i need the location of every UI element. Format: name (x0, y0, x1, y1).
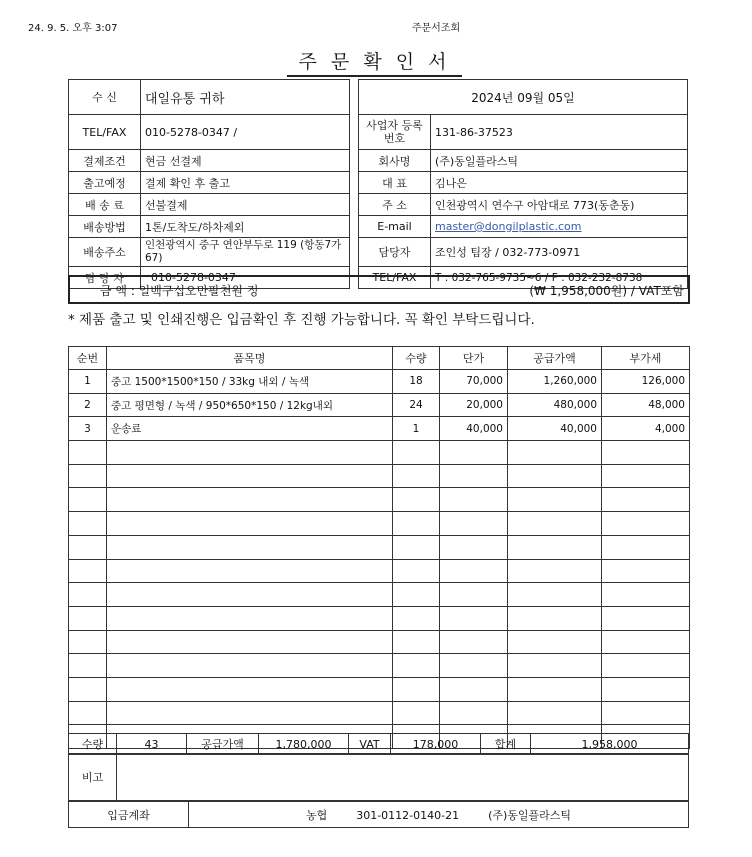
summary-qty-value: 43 (117, 734, 187, 755)
supplier-manager-value: 조인성 팀장 / 032-773-0971 (431, 238, 688, 267)
notice-text: * 제품 출고 및 인쇄진행은 입금확인 후 진행 가능합니다. 꼭 확인 부탁드립니다. (68, 312, 535, 328)
recipient-telfax-label: TEL/FAX (69, 115, 141, 150)
row-item: 운송료 (107, 417, 393, 441)
header-qty: 수량 (393, 347, 440, 370)
payment-terms-label: 결제조건 (69, 150, 141, 172)
ceo-value: 김나은 (431, 172, 688, 194)
summary-vat-value: 178,000 (391, 734, 481, 755)
header-no: 순번 (69, 347, 107, 370)
summary-total-value: 1,958,000 (531, 734, 689, 755)
amount-label: 금 액 : 일백구십오만팔천원 정 (100, 284, 259, 298)
to-value: 대일유통 귀하 (141, 80, 350, 115)
summary-qty-label: 수량 (69, 734, 117, 755)
bank-holder: (주)동일플라스틱 (488, 808, 572, 822)
supplier-address-value: 인천광역시 연수구 아암대로 773(동춘동) (431, 194, 688, 216)
empty-row (69, 701, 690, 725)
bizno-value: 131-86-37523 (431, 115, 688, 150)
address-label: 배송주소 (69, 238, 141, 267)
row-unit-price: 20,000 (440, 393, 508, 417)
row-supply: 1,260,000 (508, 370, 602, 394)
remark-label: 비고 (69, 754, 117, 801)
summary-total-label: 합계 (481, 734, 531, 755)
company-value: (주)동일플라스틱 (431, 150, 688, 172)
release-plan-label: 출고예정 (69, 172, 141, 194)
supplier-address-label: 주 소 (359, 194, 431, 216)
print-page-name: 주문서조회 (411, 23, 461, 34)
row-item: 중고 평면형 / 녹색 / 950*650*150 / 12kg내외 (107, 393, 393, 417)
empty-row (69, 677, 690, 701)
row-vat: 126,000 (602, 370, 690, 394)
bank-table (68, 801, 689, 828)
summary-table (68, 733, 689, 755)
manager-label: 담 당 자 (69, 267, 141, 289)
header-supply: 공급가액 (508, 347, 602, 370)
table-row (69, 393, 690, 417)
items-header-row (69, 347, 690, 370)
empty-row (69, 583, 690, 607)
shipping-method-value: 1톤/도착도/하차제외 (141, 216, 350, 238)
row-qty: 18 (393, 370, 440, 394)
shipping-method-label: 배송방법 (69, 216, 141, 238)
row-supply: 40,000 (508, 417, 602, 441)
empty-row (69, 488, 690, 512)
row-unit-price: 70,000 (440, 370, 508, 394)
table-row (69, 417, 690, 441)
freight-value: 선불결제 (141, 194, 350, 216)
empty-row (69, 559, 690, 583)
header-vat: 부가세 (602, 347, 690, 370)
document-title: 주 문 확 인 서 (287, 47, 462, 77)
print-timestamp: 24. 9. 5. 오후 3:07 (28, 23, 118, 34)
recipient-table (68, 79, 350, 289)
row-unit-price: 40,000 (440, 417, 508, 441)
header-item: 품목명 (107, 347, 393, 370)
summary-vat-label: VAT (349, 734, 391, 755)
remark-table (68, 753, 689, 801)
row-vat: 4,000 (602, 417, 690, 441)
address-value: 인천광역시 중구 연안부두로 119 (항동7가 67) (141, 238, 350, 267)
empty-row (69, 441, 690, 465)
supplier-manager-label: 담당자 (359, 238, 431, 267)
empty-row (69, 654, 690, 678)
to-label: 수 신 (69, 80, 141, 115)
bank-info (189, 802, 689, 828)
header-unit-price: 단가 (440, 347, 508, 370)
company-label: 회사명 (359, 150, 431, 172)
remark-value (117, 754, 689, 801)
row-no: 3 (69, 417, 107, 441)
bank-name: 농협 (305, 808, 328, 822)
empty-row (69, 535, 690, 559)
supplier-table (358, 79, 688, 289)
amount-box (68, 275, 690, 304)
amount-value: (₩ 1,958,000원) / VAT포함 (529, 284, 684, 298)
row-supply: 480,000 (508, 393, 602, 417)
release-plan-value: 결제 확인 후 출고 (141, 172, 350, 194)
row-no: 2 (69, 393, 107, 417)
bank-account-no: 301-0112-0140-21 (356, 808, 460, 822)
row-no: 1 (69, 370, 107, 394)
payment-terms-value: 현금 선결제 (141, 150, 350, 172)
empty-row (69, 512, 690, 536)
bank-label: 입금계좌 (69, 802, 189, 828)
freight-label: 배 송 료 (69, 194, 141, 216)
summary-supply-value: 1,780,000 (259, 734, 349, 755)
email-link[interactable]: master@dongilplastic.com (435, 220, 582, 233)
empty-row (69, 464, 690, 488)
empty-row (69, 630, 690, 654)
row-qty: 24 (393, 393, 440, 417)
row-item: 중고 1500*1500*150 / 33kg 내외 / 녹색 (107, 370, 393, 394)
items-table (68, 346, 690, 749)
bizno-label: 사업자 등록번호 (359, 115, 431, 150)
ceo-label: 대 표 (359, 172, 431, 194)
row-qty: 1 (393, 417, 440, 441)
recipient-telfax-value: 010-5278-0347 / (141, 115, 350, 150)
row-vat: 48,000 (602, 393, 690, 417)
order-date: 2024년 09월 05일 (359, 80, 688, 115)
email-label: E-mail (359, 216, 431, 238)
manager-value: 010-5278-0347 (141, 267, 350, 289)
empty-row (69, 606, 690, 630)
table-row (69, 370, 690, 394)
supplier-telfax-value: T : 032-765-9735~6 / F : 032-232-8738 (431, 267, 688, 289)
supplier-telfax-label: TEL/FAX (359, 267, 431, 289)
summary-supply-label: 공급가액 (187, 734, 259, 755)
